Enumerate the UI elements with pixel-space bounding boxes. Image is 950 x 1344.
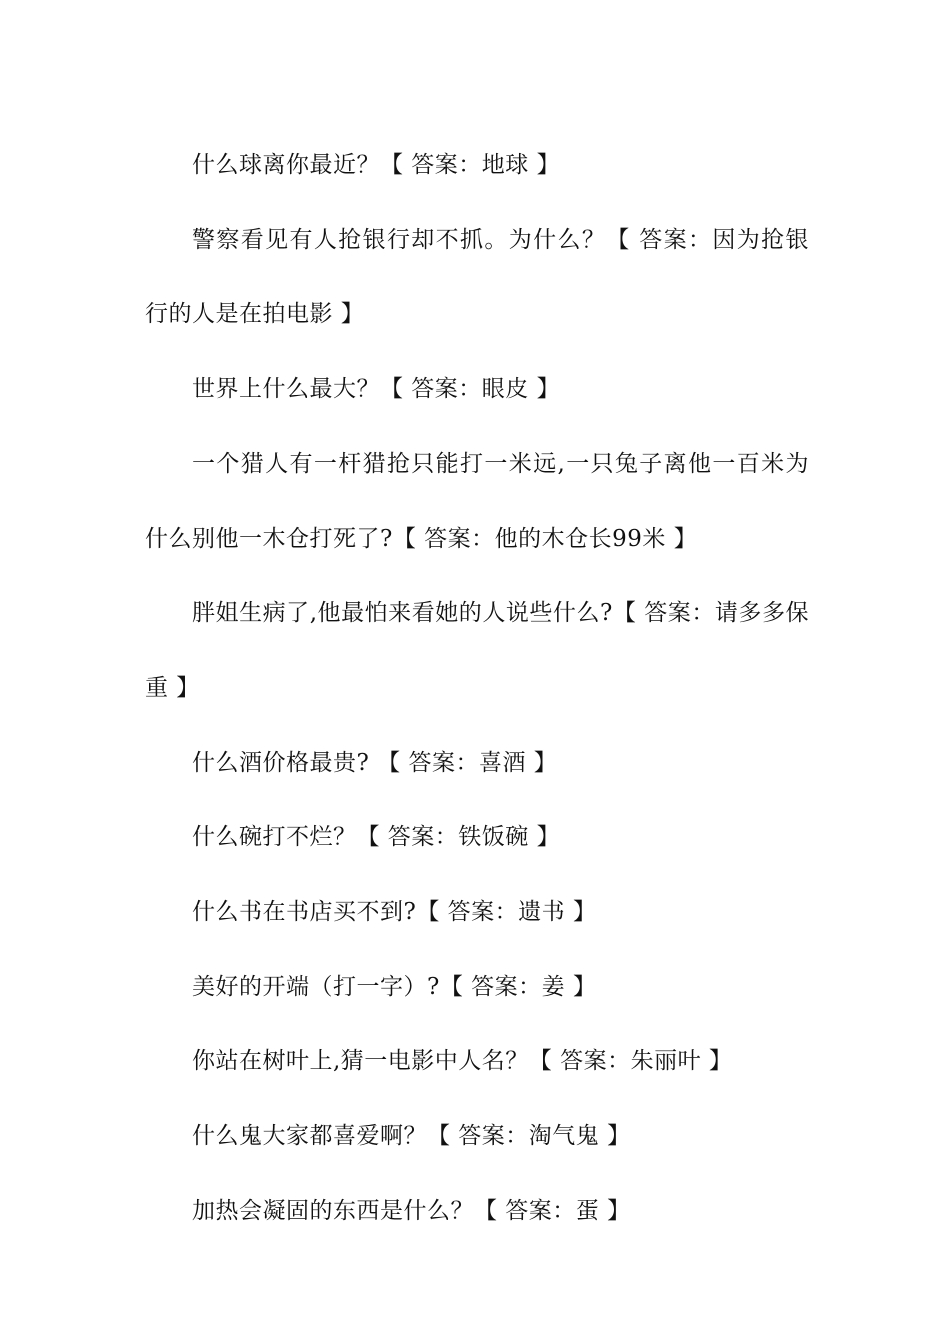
- riddle-paragraph: 你站在树叶上,猜一电影中人名？【 答案：朱丽叶 】: [192, 1048, 733, 1075]
- document-body: [145, 128, 809, 1249]
- riddle-paragraph: 什么书在书店买不到?【 答案：遗书 】: [192, 899, 597, 926]
- riddle-paragraph: 什么球离你最近？【 答案：地球 】: [192, 152, 561, 178]
- riddle-paragraph: 加热会凝固的东西是什么？【 答案：蛋 】: [192, 1197, 631, 1224]
- riddle-paragraph: 胖姐生病了,他最怕来看她的人说些什么?【 答案：请多多保重 】: [145, 600, 809, 701]
- riddle-paragraph: 什么碗打不烂？【 答案：铁饭碗 】: [192, 824, 561, 851]
- riddle-paragraph: 什么酒价格最贵? 【 答案：喜酒 】: [192, 749, 558, 776]
- riddle-paragraph: 一个猎人有一杆猎抢只能打一米远,一只兔子离他一百米为什么别他一木仓打死了?【 答案：他的木仓长99米 】: [145, 450, 809, 552]
- riddle-paragraph: 世界上什么最大？【 答案：眼皮 】: [192, 376, 561, 403]
- riddle-paragraph: 什么鬼大家都喜爱啊？【 答案：淘气鬼 】: [192, 1123, 631, 1150]
- riddle-paragraph: 警察看见有人抢银行却不抓。为什么？【 答案：因为抢银行的人是在拍电影 】: [145, 226, 809, 328]
- riddle-paragraph: 美好的开端（打一字）?【 答案：姜 】: [192, 973, 597, 1000]
